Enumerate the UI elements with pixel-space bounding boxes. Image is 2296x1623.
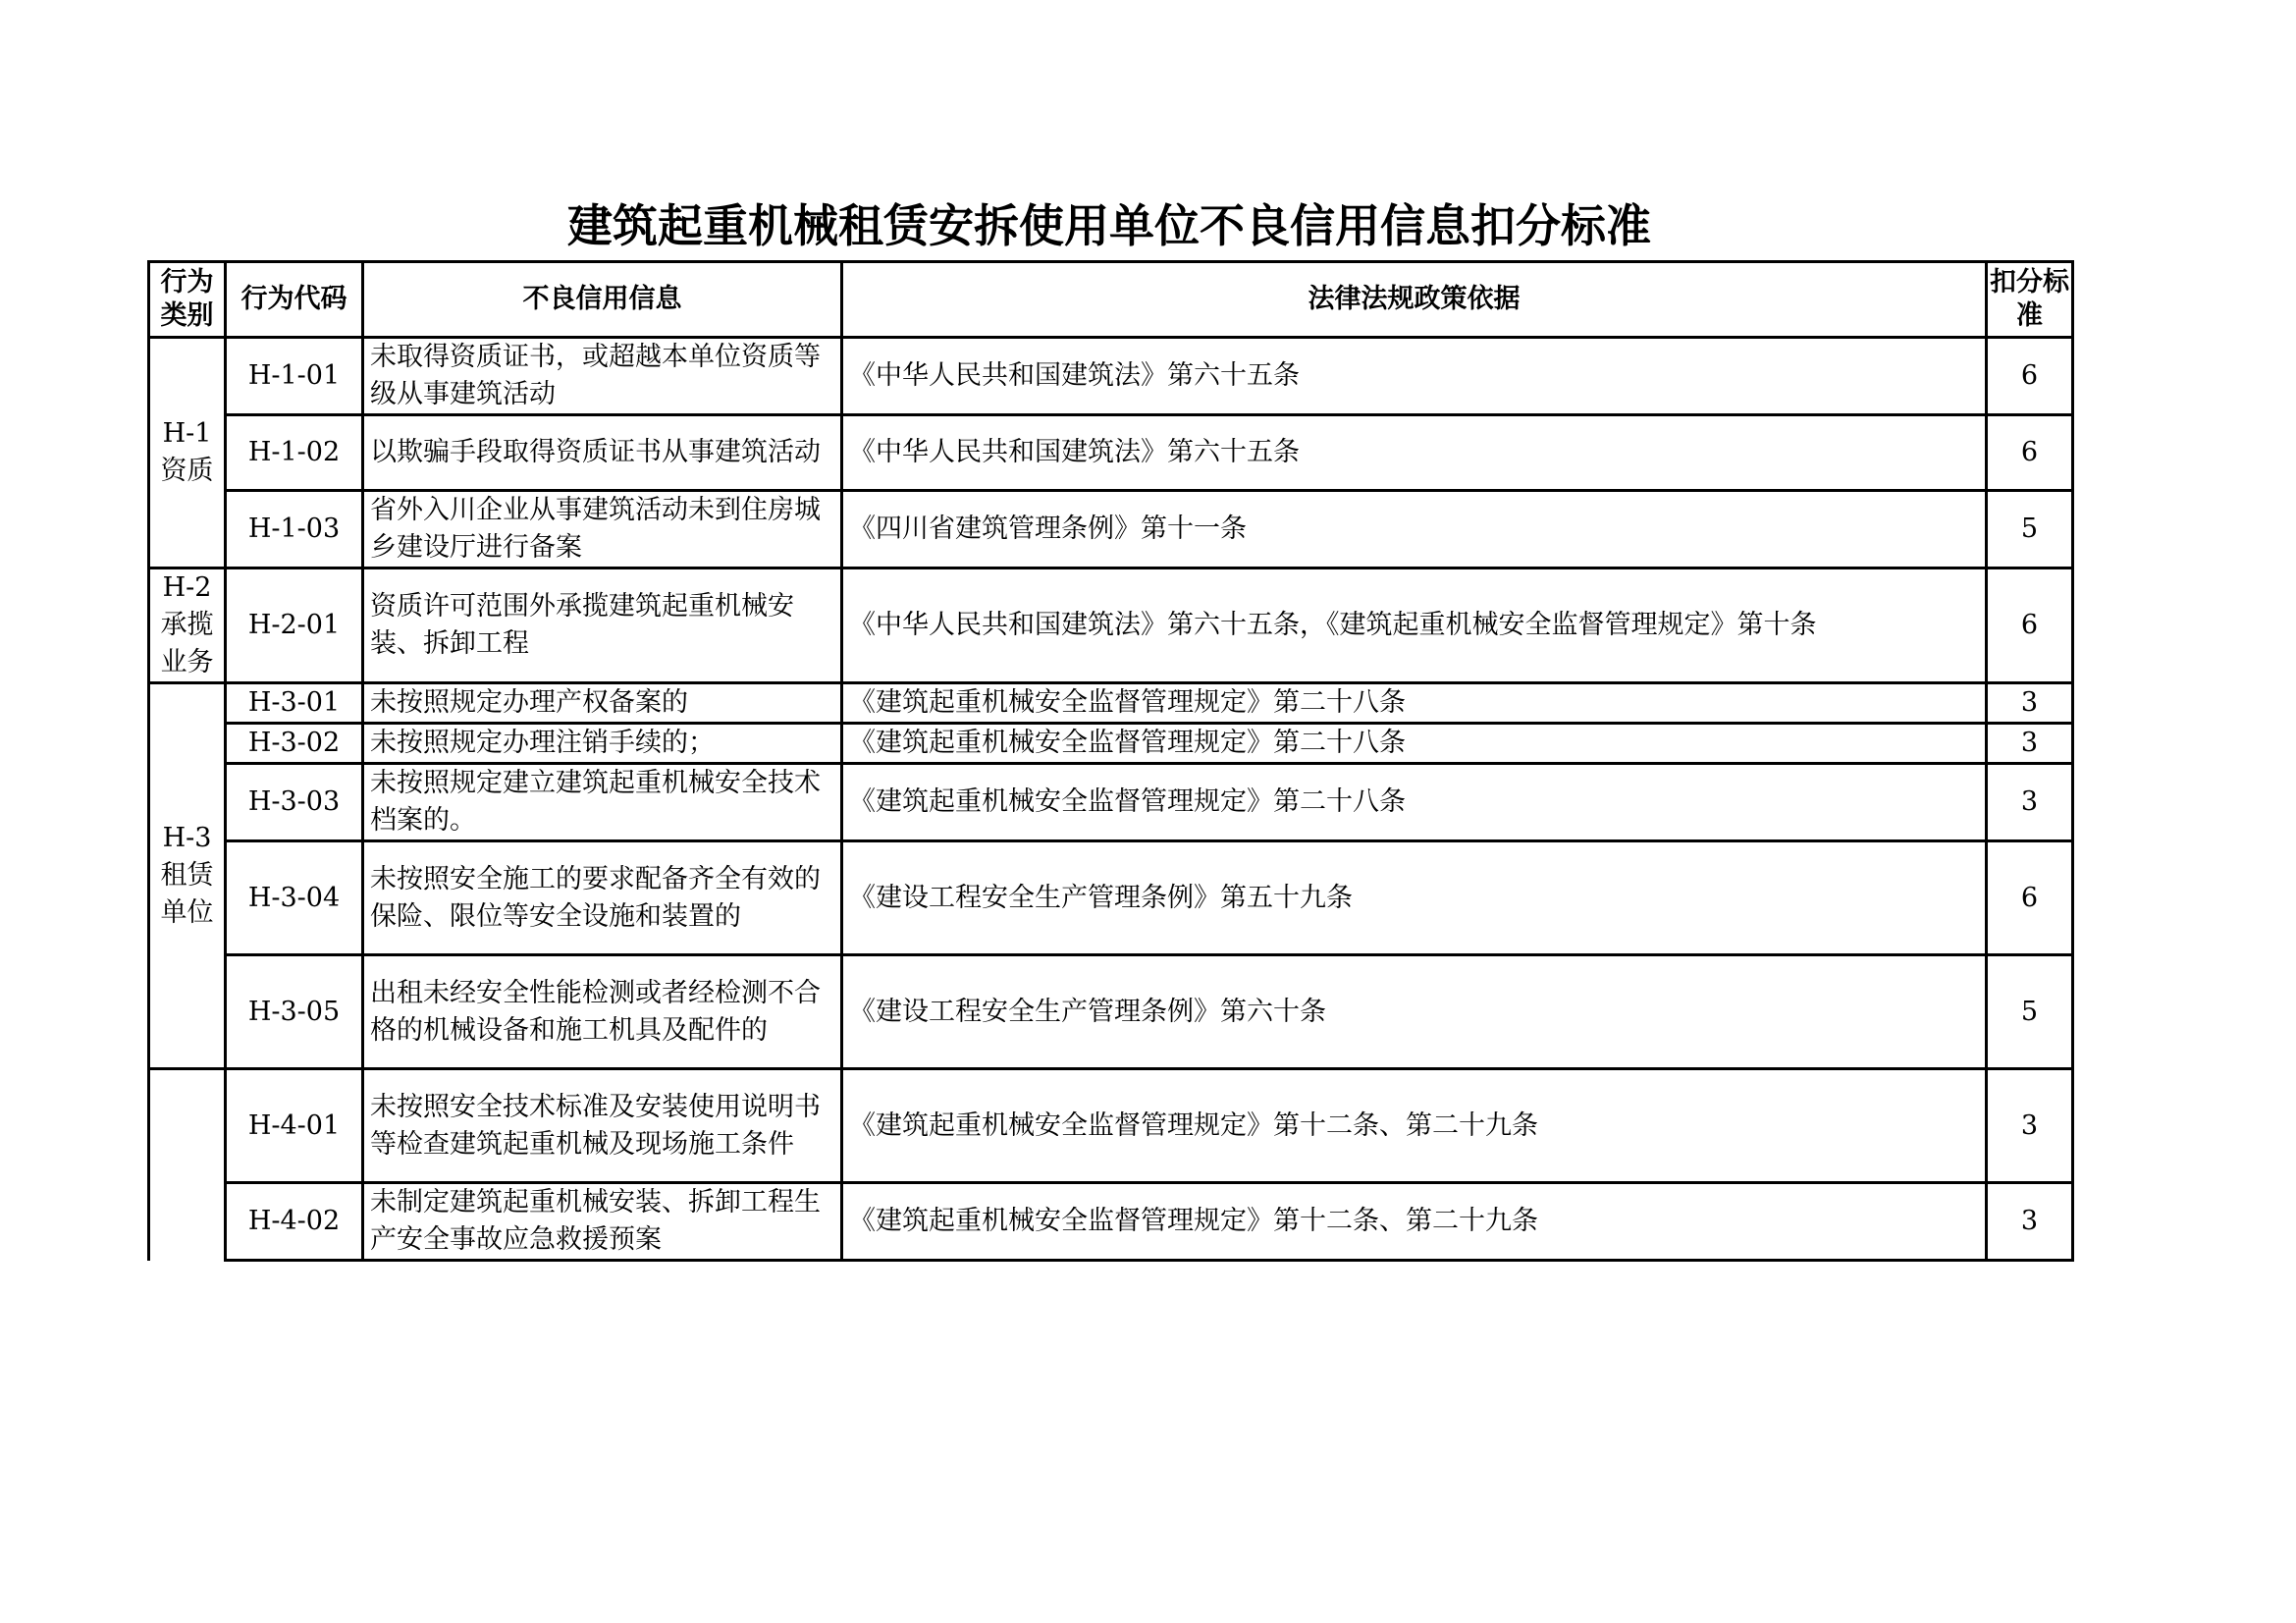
code-cell: H-1-02	[226, 415, 363, 491]
basis-cell: 《建筑起重机械安全监督管理规定》第二十八条	[842, 724, 1987, 764]
info-cell: 未按照规定办理注销手续的；	[363, 724, 842, 764]
basis-cell: 《建筑起重机械安全监督管理规定》第十二条、第二十九条	[842, 1183, 1987, 1261]
table-header-row	[149, 262, 2073, 338]
table-row	[149, 764, 2073, 841]
info-cell: 未按照规定建立建筑起重机械安全技术档案的。	[363, 764, 842, 841]
basis-cell: 《建筑起重机械安全监督管理规定》第十二条、第二十九条	[842, 1069, 1987, 1183]
table-row	[149, 568, 2073, 683]
code-cell: H-3-01	[226, 683, 363, 724]
code-cell: H-4-02	[226, 1183, 363, 1261]
code-cell: H-4-01	[226, 1069, 363, 1183]
basis-cell: 《建筑起重机械安全监督管理规定》第二十八条	[842, 683, 1987, 724]
score-cell: 3	[1987, 1069, 2073, 1183]
code-cell: H-1-01	[226, 338, 363, 415]
table-row	[149, 1183, 2073, 1261]
score-cell: 6	[1987, 338, 2073, 415]
page-title: 建筑起重机械租赁安拆使用单位不良信用信息扣分标准	[567, 199, 1651, 252]
score-cell: 6	[1987, 568, 2073, 683]
info-cell: 未按照安全技术标准及安装使用说明书等检查建筑起重机械及现场施工条件	[363, 1069, 842, 1183]
header-info: 不良信用信息	[363, 262, 842, 338]
code-cell: H-3-03	[226, 764, 363, 841]
header-basis: 法律法规政策依据	[842, 262, 1987, 338]
basis-cell: 《四川省建筑管理条例》第十一条	[842, 491, 1987, 568]
category-cell: H-1 资质	[149, 338, 226, 568]
info-cell: 未取得资质证书，或超越本单位资质等级从事建筑活动	[363, 338, 842, 415]
table-row	[149, 1069, 2073, 1183]
basis-cell: 《中华人民共和国建筑法》第六十五条	[842, 415, 1987, 491]
table-row	[149, 724, 2073, 764]
score-cell: 6	[1987, 415, 2073, 491]
basis-cell: 《中华人民共和国建筑法》第六十五条，《建筑起重机械安全监督管理规定》第十条	[842, 568, 1987, 683]
info-cell: 出租未经安全性能检测或者经检测不合格的机械设备和施工机具及配件的	[363, 955, 842, 1069]
header-category: 行为类别	[149, 262, 226, 338]
info-cell: 未按照安全施工的要求配备齐全有效的保险、限位等安全设施和装置的	[363, 841, 842, 955]
code-cell: H-1-03	[226, 491, 363, 568]
table-row	[149, 491, 2073, 568]
basis-cell: 《中华人民共和国建筑法》第六十五条	[842, 338, 1987, 415]
score-cell: 5	[1987, 955, 2073, 1069]
info-cell: 省外入川企业从事建筑活动未到住房城乡建设厅进行备案	[363, 491, 842, 568]
table-row	[149, 841, 2073, 955]
category-cell: H-3 租赁单位	[149, 683, 226, 1069]
category-cell	[149, 1069, 226, 1261]
info-cell: 资质许可范围外承揽建筑起重机械安装、拆卸工程	[363, 568, 842, 683]
table-row	[149, 415, 2073, 491]
info-cell: 未按照规定办理产权备案的	[363, 683, 842, 724]
score-cell: 3	[1987, 724, 2073, 764]
table-row	[149, 955, 2073, 1069]
table-row	[149, 683, 2073, 724]
category-cell: H-2 承揽业务	[149, 568, 226, 683]
score-cell: 5	[1987, 491, 2073, 568]
score-cell: 6	[1987, 841, 2073, 955]
code-cell: H-3-02	[226, 724, 363, 764]
code-cell: H-3-05	[226, 955, 363, 1069]
basis-cell: 《建设工程安全生产管理条例》第五十九条	[842, 841, 1987, 955]
code-cell: H-2-01	[226, 568, 363, 683]
header-code: 行为代码	[226, 262, 363, 338]
info-cell: 未制定建筑起重机械安装、拆卸工程生产安全事故应急救援预案	[363, 1183, 842, 1261]
table-row	[149, 338, 2073, 415]
header-score: 扣分标准	[1987, 262, 2073, 338]
info-cell: 以欺骗手段取得资质证书从事建筑活动	[363, 415, 842, 491]
score-cell: 3	[1987, 764, 2073, 841]
score-cell: 3	[1987, 1183, 2073, 1261]
code-cell: H-3-04	[226, 841, 363, 955]
deduction-standards-table	[147, 260, 2074, 1262]
score-cell: 3	[1987, 683, 2073, 724]
basis-cell: 《建设工程安全生产管理条例》第六十条	[842, 955, 1987, 1069]
basis-cell: 《建筑起重机械安全监督管理规定》第二十八条	[842, 764, 1987, 841]
